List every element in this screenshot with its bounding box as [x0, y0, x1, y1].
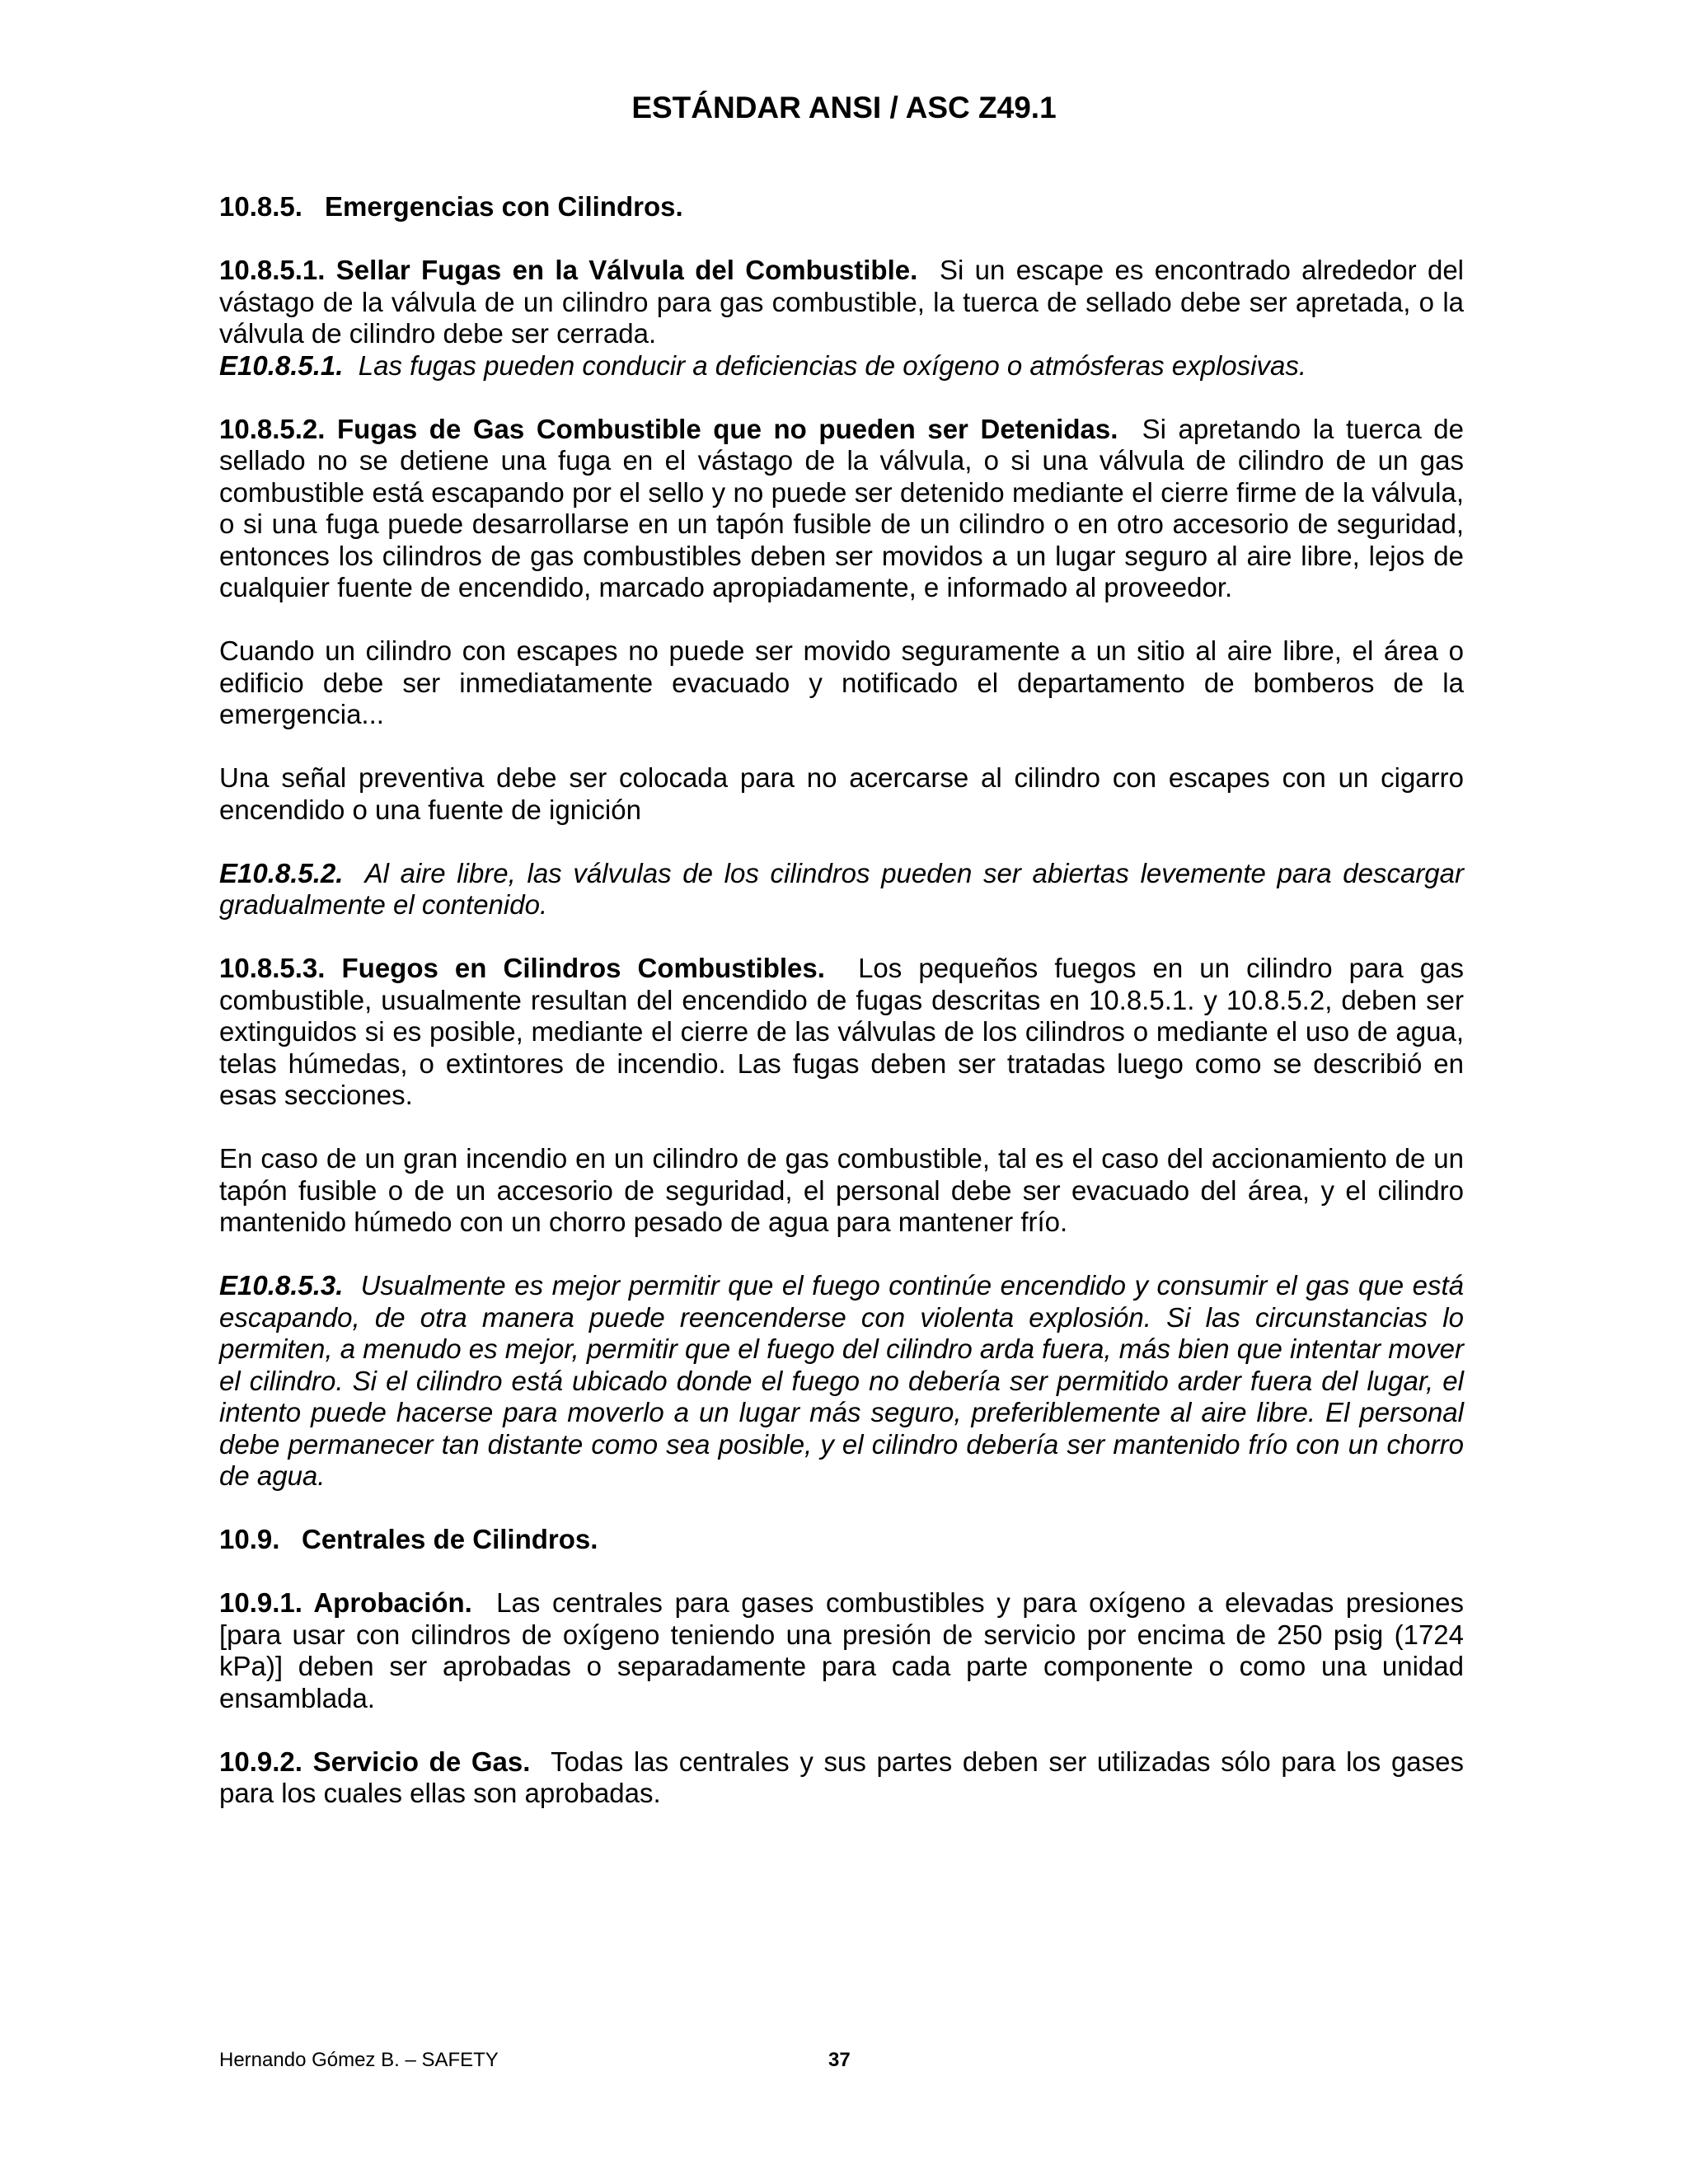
page-number: 37 [828, 2049, 851, 2071]
section-10-9-heading [219, 1524, 1464, 1556]
footer-author: Hernando Gómez B. – SAFETY [219, 2049, 499, 2071]
section-number: 10.8.5. [219, 191, 302, 222]
explanation-e10-8-5-2 [219, 858, 1464, 921]
explanation-text: Al aire libre, las válvulas de los cilindros pueden ser abiertas levemente para descargar gradualmente el contenido. [219, 857, 1464, 920]
section-10-8-5-heading [219, 191, 1464, 223]
explanation-text: Las fugas pueden conducir a deficiencias de oxígeno o atmósferas explosivas. [358, 349, 1307, 381]
document-body [219, 191, 1464, 1841]
section-title: Centrales de Cilindros. [302, 1524, 598, 1554]
section-number: 10.9. [219, 1524, 280, 1554]
section-text: Si un escape es encontrado alrededor del vástago de la válvula de un cilindro para gas combustible, la tuerca de sellado debe ser apretada, o la válvula de cilindro debe ser cerrada. [219, 255, 1465, 349]
explanation-e10-8-5-1 [219, 350, 1464, 382]
section-10-8-5-3 [219, 953, 1464, 1112]
section-10-9-2 [219, 1746, 1464, 1810]
explanation-label: E10.8.5.1. [219, 349, 344, 381]
section-heading: 10.9.1. Aprobación. [219, 1587, 472, 1618]
paragraph-cuando: Cuando un cilindro con escapes no puede ser movido seguramente a un sitio al aire libre, el área o edificio debe ser inmediatamente evacuado y notificado el departamento de bomberos de la emergencia... [219, 635, 1464, 729]
explanation-label: E10.8.5.3. [219, 1270, 344, 1301]
section-text: Todas las centrales y sus partes deben ser utilizadas sólo para los gases para los cuales ellas son aprobadas. [219, 1746, 1464, 1808]
explanation-e10-8-5-3 [219, 1270, 1464, 1493]
section-title: Emergencias con Cilindros. [325, 191, 683, 222]
section-text: Las centrales para gases combustibles y para oxígeno a elevadas presiones [para usar con cilindros de oxígeno teniendo una presión de servicio por encima de 250 psig (1724 kPa)] deben ser aprobadas o separadamente para cada parte componente o como una unidad ensamblada. [219, 1587, 1464, 1713]
section-10-9-1 [219, 1587, 1464, 1714]
section-text: Si apretando la tuerca de sellado no se detiene una fuga en el vástago de la válvula, o si una válvula de cilindro de un gas combustible está escapando por el sello y no puede ser detenido mediante el cierre firme de la válvula, o si una fuga puede desarrollarse en un tapón fusible de un cilindro o en otro accesorio de seguridad, entonces los cilindros de gas combustibles deben ser movidos a un lugar seguro al aire libre, lejos de cualquier fuente de encendido, marcado apropiadamente, e informado al proveedor. [219, 413, 1464, 602]
explanation-text: Usualmente es mejor permitir que el fuego continúe encendido y consumir el gas que está escapando, de otra manera puede reencenderse con violenta explosión. Si las circunstancias lo permiten, a menudo es mejor, permitir que el fuego del cilindro arda fuera, más bien que intentar mover el cilindro. Si el cilindro está ubicado donde el fuego no debería ser permitido arder fuera del lugar, el intento puede hacerse para moverlo a un lugar más seguro, preferiblemente al aire libre. El personal debe permanecer tan distante como sea posible, y el cilindro debería ser mantenido frío con un chorro de agua. [219, 1270, 1464, 1491]
paragraph-incendio: En caso de un gran incendio en un cilindro de gas combustible, tal es el caso del accionamiento de un tapón fusible o de un accesorio de seguridad, el personal debe ser evacuado del área, y el cilindro mantenido húmedo con un chorro pesado de agua para mantener frío. [219, 1143, 1464, 1237]
section-heading: 10.8.5.1. Sellar Fugas en la Válvula del Combustible. [219, 255, 918, 285]
section-heading: 10.8.5.3. Fuegos en Cilindros Combustibles. [219, 953, 825, 983]
section-10-8-5-2 [219, 414, 1464, 604]
paragraph-senal: Una señal preventiva debe ser colocada para no acercarse al cilindro con escapes con un cigarro encendido o una fuente de ignición [219, 762, 1464, 825]
section-heading: 10.8.5.2. Fugas de Gas Combustible que no pueden ser Detenidas. [219, 413, 1118, 444]
page-title: ESTÁNDAR ANSI / ASC Z49.1 [631, 91, 1057, 124]
section-10-8-5-1 [219, 255, 1464, 350]
section-text: Los pequeños fuegos en un cilindro para gas combustible, usualmente resultan del encendido de fugas descritas en 10.8.5.1. y 10.8.5.2, deben ser extinguidos si es posible, mediante el cierre de las válvulas de los cilindros o mediante el uso de agua, telas húmedas, o extintores de incendio. Las fugas deben ser tratadas luego como se describió en esas secciones. [219, 953, 1464, 1110]
explanation-label: E10.8.5.2. [219, 857, 344, 888]
section-heading: 10.9.2. Servicio de Gas. [219, 1746, 531, 1777]
